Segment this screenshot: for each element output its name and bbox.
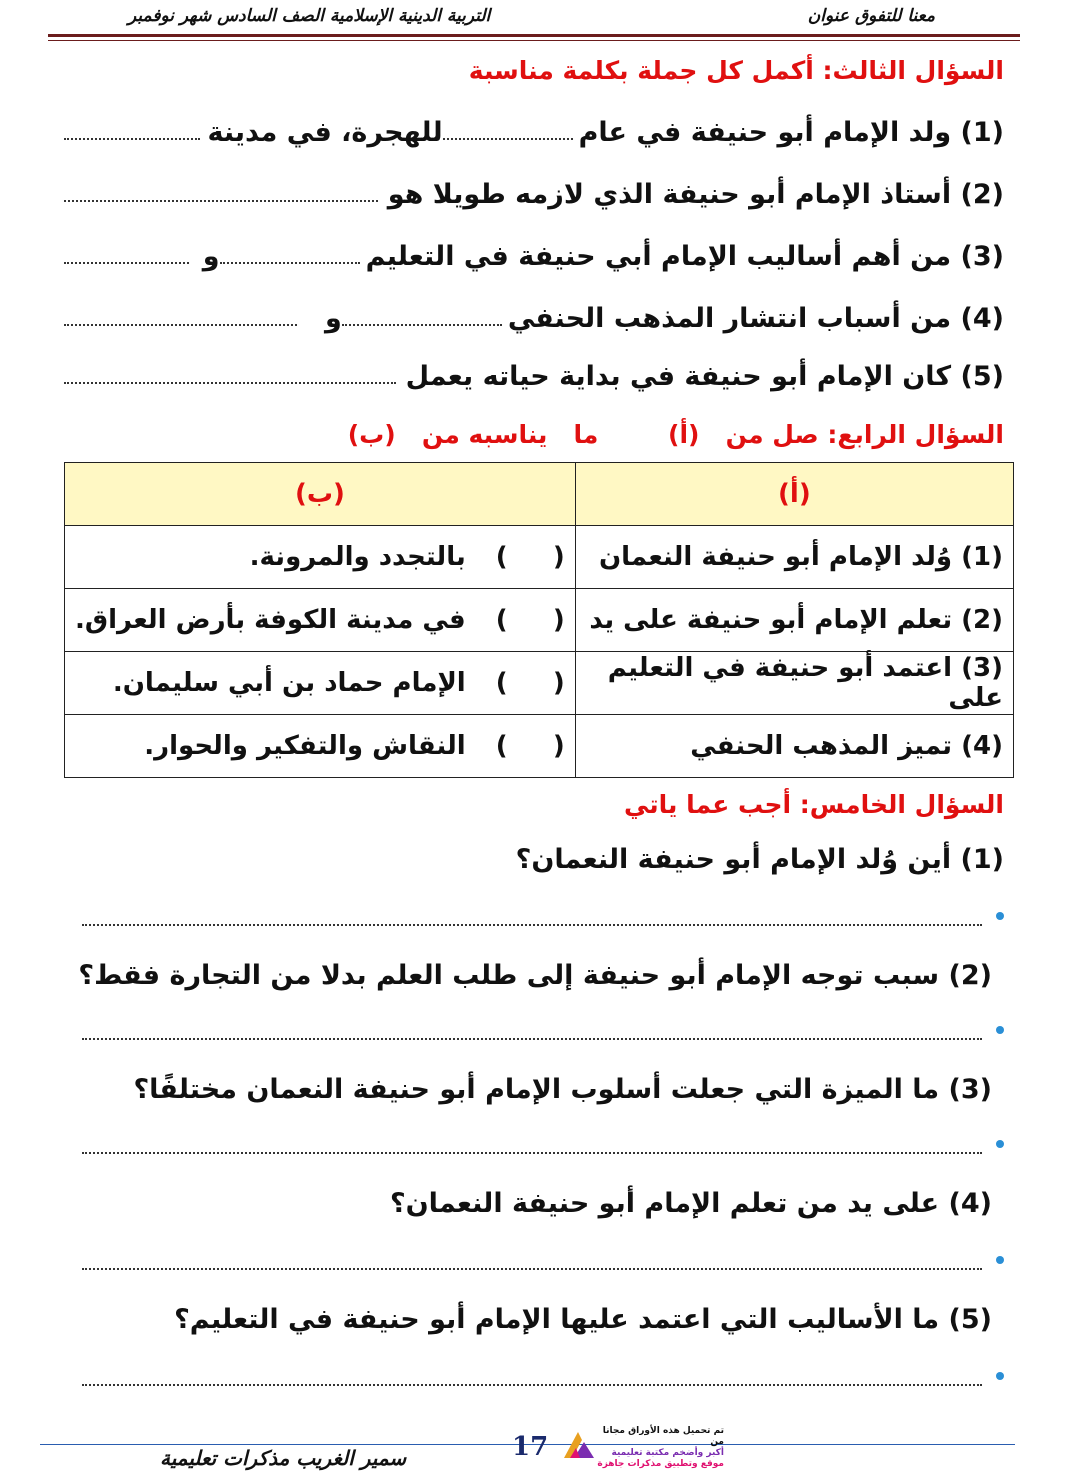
footer-author: سمير الغريب مذكرات تعليمية [160,1446,407,1470]
bullet-icon [996,1372,1004,1380]
header-right-title: معنا للتفوق عنوان [807,6,935,26]
column-a-cell: (1) وُلد الإمام أبو حنيفة النعمان [575,526,1013,589]
fill-blank[interactable] [64,324,297,326]
table-header-row [65,463,1014,526]
q3-item-3 [64,236,1004,276]
q3-item-1-part2: للهجرة، في مدينة [207,116,443,148]
column-b-cell [65,589,576,652]
q3-item-4-part2: و [325,302,342,334]
q3-item-4-part1: (4) من أسباب انتشار المذهب الحنفي [507,302,1004,334]
page-number: 17 [512,1432,549,1462]
fill-blank[interactable] [443,138,573,140]
q3-item-2 [64,174,1004,214]
column-b-cell [65,526,576,589]
site-logo-icon [562,1428,596,1462]
q4-title: السؤال الرابع: صل من (أ) ما يناسبه من (ب) [347,420,1004,449]
answer-line[interactable] [82,1152,982,1154]
column-b-cell [65,715,576,778]
page-header [0,4,1080,32]
promo-line-2: أكبر وأضخم مكتبة تعليمية [611,1448,724,1458]
q3-title: السؤال الثالث: أكمل كل جملة بكلمة مناسبة [468,56,1004,85]
fill-blank[interactable] [64,200,378,202]
option-text: النقاش والتفكير والحوار. [144,731,466,761]
header-rule-thin [48,40,1020,41]
q3-item-5-part1: (5) كان الإمام أبو حنيفة في بداية حياته يعمل [405,360,1004,392]
q5-question-1: (1) أين وُلد الإمام أبو حنيفة النعمان؟ [515,844,1004,875]
q3-item-5 [64,356,1004,396]
column-a-header: (أ) [575,463,1013,526]
promo-line-3: موقع وتطبيق مذكرات جاهزة [597,1459,724,1469]
answer-slot[interactable]: ( ) [495,542,565,572]
q5-title: السؤال الخامس: أجب عما ياتي [623,790,1004,819]
q3-item-3-part1: (3) من أهم أساليب الإمام أبي حنيفة في التعليم [365,240,1004,272]
q5-question-2: (2) سبب توجه الإمام أبو حنيفة إلى طلب العلم بدلا من التجارة فقط؟ [78,960,992,991]
answer-line[interactable] [82,1268,982,1270]
bullet-icon [996,1256,1004,1264]
q3-item-4 [64,298,1004,338]
answer-line[interactable] [82,924,982,926]
promo-text [594,1426,724,1470]
column-a-cell: (2) تعلم الإمام أبو حنيفة على يد [575,589,1013,652]
answer-slot[interactable]: ( ) [495,731,565,761]
q5-question-3: (3) ما الميزة التي جعلت أسلوب الإمام أبو حنيفة النعمان مختلفًا؟ [133,1074,992,1105]
q3-item-1 [64,112,1004,152]
option-text: بالتجدد والمرونة. [249,542,466,572]
fill-blank[interactable] [64,262,189,264]
fill-blank[interactable] [64,382,396,384]
bullet-icon [996,912,1004,920]
header-left-title: التربية الدينية الإسلامية الصف السادس شهر نوفمبر [128,6,491,26]
option-text: الإمام حماد بن أبي سليمان. [112,668,466,698]
table-row [65,589,1014,652]
q5-question-4: (4) على يد من تعلم الإمام أبو حنيفة النعمان؟ [389,1188,992,1219]
column-b-cell [65,652,576,715]
column-a-cell: (3) اعتمد أبو حنيفة في التعليم على [575,652,1013,715]
q3-item-1-part1: (1) ولد الإمام أبو حنيفة في عام [578,116,1004,148]
matching-table [64,462,1014,778]
q3-item-2-part1: (2) أستاذ الإمام أبو حنيفة الذي لازمه طويلا هو [387,178,1004,210]
fill-blank[interactable] [220,262,360,264]
answer-slot[interactable]: ( ) [495,668,565,698]
fill-blank[interactable] [64,138,200,140]
answer-line[interactable] [82,1384,982,1386]
column-a-cell: (4) تميز المذهب الحنفي [575,715,1013,778]
q3-item-3-part2: و [202,240,220,272]
option-text: في مدينة الكوفة بأرض العراق. [75,605,466,635]
q5-question-5: (5) ما الأساليب التي اعتمد عليها الإمام أبو حنيفة في التعليم؟ [174,1304,992,1335]
column-b-header: (ب) [65,463,576,526]
table-row [65,715,1014,778]
bullet-icon [996,1026,1004,1034]
answer-line[interactable] [82,1038,982,1040]
promo-line-1: تم تحميل هذه الأوراق مجانا من [602,1426,724,1447]
table-row [65,526,1014,589]
bullet-icon [996,1140,1004,1148]
header-rule [48,34,1020,37]
table-row [65,652,1014,715]
fill-blank[interactable] [342,324,502,326]
answer-slot[interactable]: ( ) [495,605,565,635]
